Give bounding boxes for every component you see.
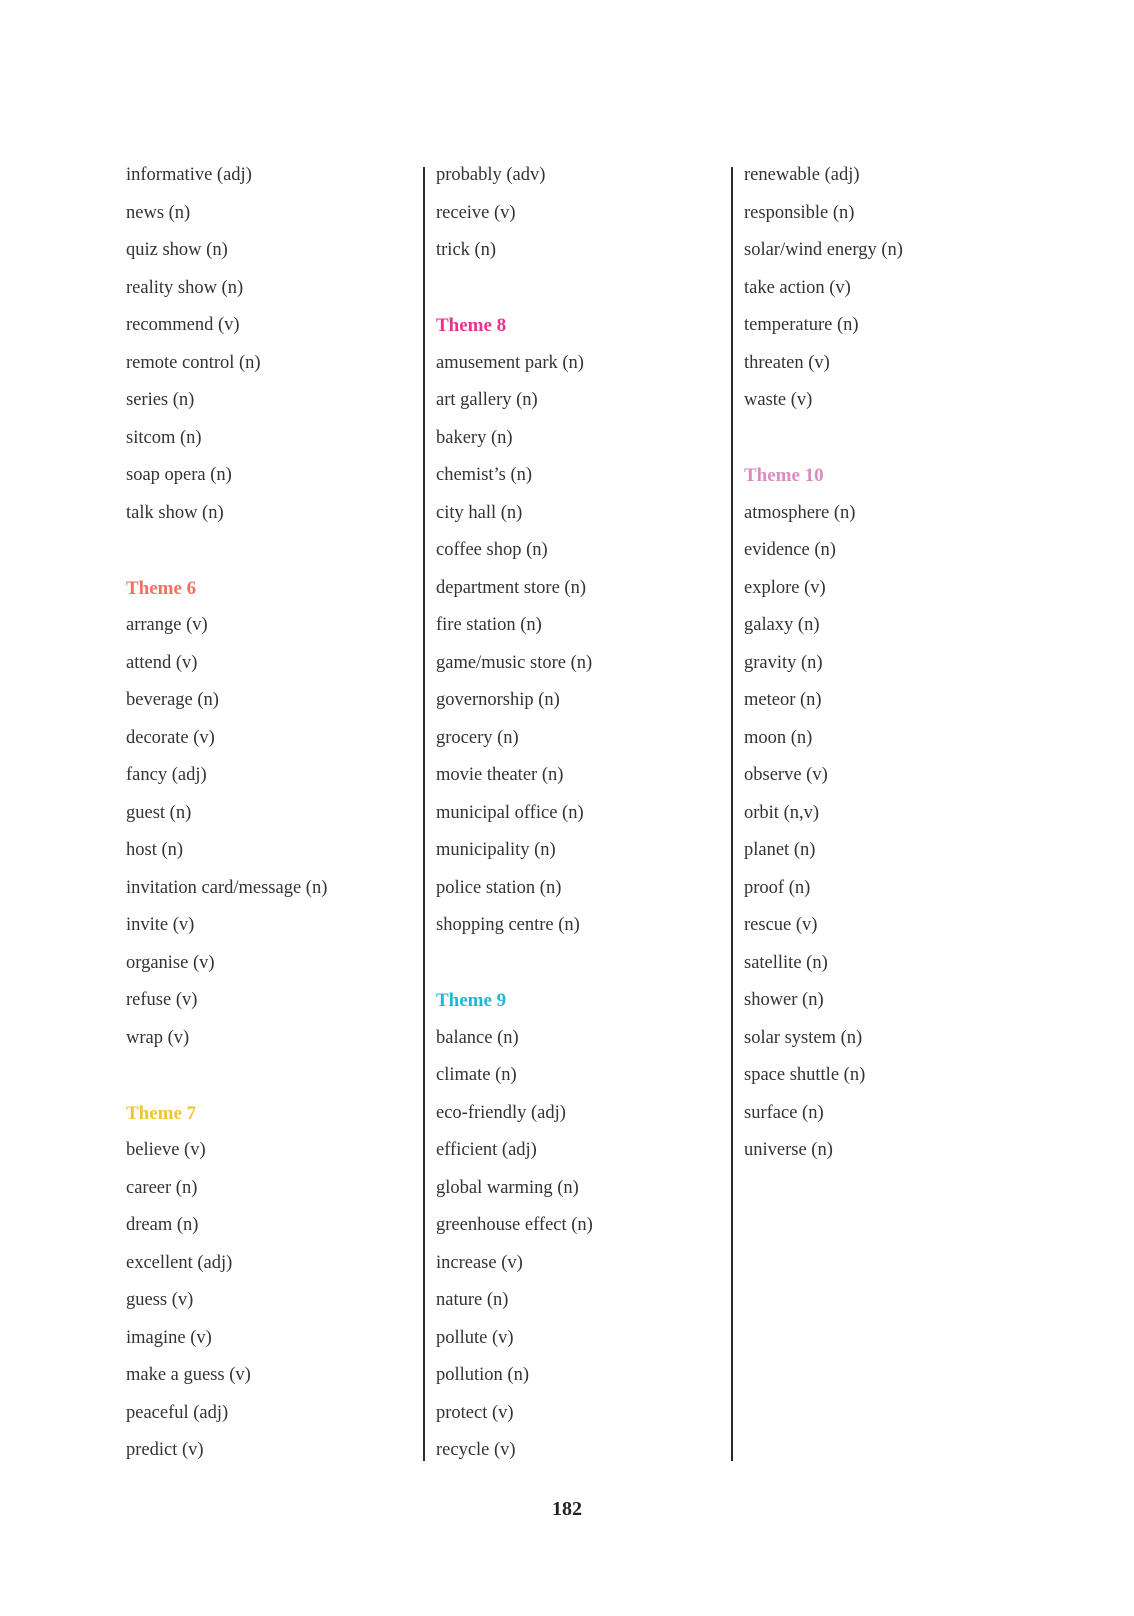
vocabulary-entry: proof (n) <box>744 877 811 898</box>
vocabulary-entry: chemist’s (n) <box>436 465 533 485</box>
vocabulary-entry: make a guess (v) <box>126 1365 251 1385</box>
vocabulary-entry: temperature (n) <box>744 315 859 335</box>
vocabulary-entry: quiz show (n) <box>126 240 228 260</box>
vocabulary-entry: bakery (n) <box>436 427 513 448</box>
vocabulary-entry: career (n) <box>126 1177 198 1198</box>
vocabulary-entry: responsible (n) <box>744 202 855 223</box>
vocabulary-entry: balance (n) <box>436 1027 519 1048</box>
vocabulary-entry: moon (n) <box>744 727 813 748</box>
vocabulary-entry: increase (v) <box>436 1252 523 1273</box>
vocabulary-entry: rescue (v) <box>744 915 818 935</box>
vocabulary-entry: amusement park (n) <box>436 352 584 373</box>
section-gap <box>436 945 716 983</box>
vocabulary-entry: news (n) <box>126 202 191 223</box>
vocabulary-entry: department store (n) <box>436 577 586 598</box>
vocabulary-entry: pollution (n) <box>436 1365 530 1385</box>
vocabulary-entry: threaten (v) <box>744 352 830 373</box>
vocabulary-entry: arrange (v) <box>126 615 208 635</box>
theme-heading: Theme 10 <box>744 465 824 486</box>
vocabulary-entry: imagine (v) <box>126 1327 212 1348</box>
theme-heading: Theme 6 <box>126 577 197 599</box>
vocabulary-entry: informative (adj) <box>126 165 252 185</box>
vocabulary-entry: take action (v) <box>744 277 851 298</box>
vocabulary-entry: galaxy (n) <box>744 615 820 635</box>
vocabulary-entry: surface (n) <box>744 1102 824 1123</box>
vocabulary-entry: invite (v) <box>126 915 195 935</box>
vocabulary-entry: atmosphere (n) <box>744 502 856 523</box>
vocabulary-entry: eco-friendly (adj) <box>436 1102 566 1123</box>
vocabulary-entry: soap opera (n) <box>126 465 232 485</box>
vocabulary-entry: greenhouse effect (n) <box>436 1215 593 1235</box>
column-divider <box>731 167 733 1461</box>
vocabulary-entry: coffee shop (n) <box>436 540 548 560</box>
vocabulary-entry: governorship (n) <box>436 690 560 710</box>
theme-heading: Theme 9 <box>436 990 507 1011</box>
vocabulary-entry: remote control (n) <box>126 352 261 373</box>
vocabulary-entry: gravity (n) <box>744 652 823 673</box>
vocabulary-entry: protect (v) <box>436 1402 514 1423</box>
vocabulary-entry: invitation card/message (n) <box>126 877 328 898</box>
theme-heading: Theme 8 <box>436 315 507 336</box>
theme-heading: Theme 7 <box>126 1102 197 1124</box>
vocabulary-entry: police station (n) <box>436 877 562 898</box>
vocabulary-entry: beverage (n) <box>126 690 219 710</box>
vocabulary-entry: shopping centre (n) <box>436 915 580 935</box>
vocabulary-entry: meteor (n) <box>744 690 822 710</box>
section-gap <box>126 532 406 570</box>
column-divider <box>423 167 425 1461</box>
vocabulary-entry: solar system (n) <box>744 1027 863 1048</box>
vocabulary-entry: observe (v) <box>744 765 828 785</box>
vocabulary-entry: refuse (v) <box>126 990 198 1010</box>
vocabulary-entry: trick (n) <box>436 240 497 260</box>
vocabulary-entry: climate (n) <box>436 1065 517 1085</box>
vocabulary-entry: grocery (n) <box>436 727 519 748</box>
vocabulary-entry: fancy (adj) <box>126 765 207 785</box>
vocabulary-entry: renewable (adj) <box>744 165 860 185</box>
vocabulary-entry: believe (v) <box>126 1140 206 1160</box>
vocabulary-entry: receive (v) <box>436 202 516 223</box>
vocabulary-entry: probably (adv) <box>436 165 546 185</box>
vocabulary-entry: municipality (n) <box>436 840 556 860</box>
vocabulary-entry: organise (v) <box>126 952 215 973</box>
section-gap <box>436 270 716 308</box>
vocabulary-entry: universe (n) <box>744 1140 833 1160</box>
vocabulary-entry: series (n) <box>126 390 195 410</box>
vocabulary-entry: satellite (n) <box>744 952 828 973</box>
vocabulary-entry: talk show (n) <box>126 502 224 523</box>
vocabulary-entry: guest (n) <box>126 802 192 823</box>
vocabulary-entry: predict (v) <box>126 1440 204 1460</box>
section-gap <box>126 1057 406 1095</box>
vocabulary-entry: solar/wind energy (n) <box>744 240 903 260</box>
vocabulary-entry: excellent (adj) <box>126 1252 233 1273</box>
vocabulary-entry: space shuttle (n) <box>744 1065 866 1085</box>
vocabulary-entry: shower (n) <box>744 990 824 1010</box>
vocabulary-entry: decorate (v) <box>126 727 215 748</box>
vocabulary-entry: explore (v) <box>744 577 826 598</box>
vocabulary-entry: evidence (n) <box>744 540 836 560</box>
vocabulary-entry: attend (v) <box>126 652 198 673</box>
vocabulary-entry: municipal office (n) <box>436 802 584 823</box>
vocabulary-entry: pollute (v) <box>436 1327 514 1348</box>
vocabulary-entry: dream (n) <box>126 1215 199 1235</box>
word-list-column-2 <box>436 157 716 1470</box>
vocabulary-entry: recommend (v) <box>126 315 240 335</box>
vocabulary-entry: efficient (adj) <box>436 1140 537 1160</box>
word-list-column-3 <box>744 157 1044 1170</box>
vocabulary-entry: waste (v) <box>744 390 813 410</box>
vocabulary-entry: reality show (n) <box>126 277 244 298</box>
vocabulary-entry: nature (n) <box>436 1290 509 1310</box>
vocabulary-entry: orbit (n,v) <box>744 802 820 823</box>
vocabulary-entry: host (n) <box>126 840 184 860</box>
vocabulary-entry: game/music store (n) <box>436 652 593 673</box>
vocabulary-entry: fire station (n) <box>436 615 542 635</box>
page-number: 182 <box>552 1498 582 1520</box>
section-gap <box>744 420 1044 458</box>
vocabulary-entry: wrap (v) <box>126 1027 190 1048</box>
vocabulary-entry: planet (n) <box>744 840 816 860</box>
vocabulary-entry: global warming (n) <box>436 1177 579 1198</box>
vocabulary-entry: guess (v) <box>126 1290 194 1310</box>
vocabulary-entry: recycle (v) <box>436 1440 516 1460</box>
vocabulary-entry: sitcom (n) <box>126 427 202 448</box>
vocabulary-entry: art gallery (n) <box>436 390 538 410</box>
vocabulary-entry: movie theater (n) <box>436 765 564 785</box>
vocabulary-entry: city hall (n) <box>436 502 523 523</box>
word-list-column-1 <box>126 157 406 1470</box>
vocabulary-entry: peaceful (adj) <box>126 1402 229 1423</box>
